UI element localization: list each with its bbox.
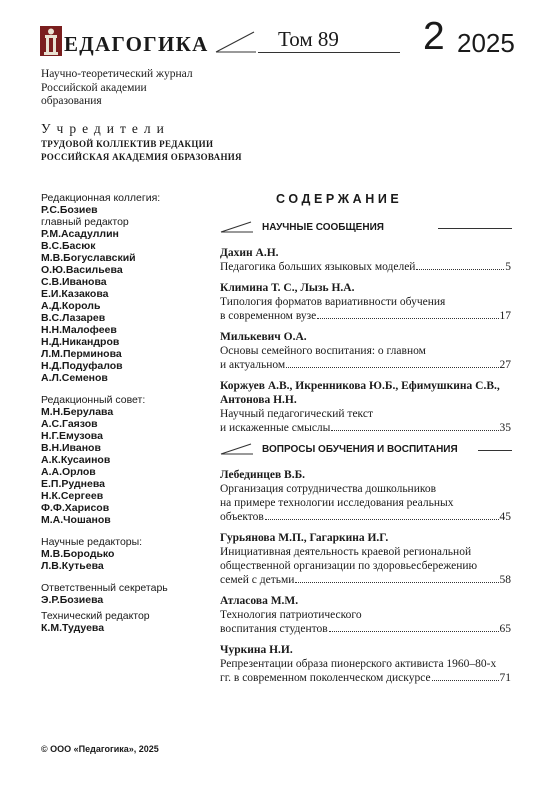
- toc-entry: [220, 246, 511, 274]
- editor-name: Н.Н.Малофеев: [41, 324, 117, 336]
- founder-item: РОССИЙСКАЯ АКАДЕМИЯ ОБРАЗОВАНИЯ: [41, 152, 242, 162]
- entry-page-number: 71: [499, 672, 511, 684]
- editor-name: В.С.Лазарев: [41, 312, 106, 324]
- issue-number: 2: [423, 15, 445, 58]
- entry-authors: Климина Т. С., Лызь Н.А.: [220, 282, 355, 294]
- entry-title-line: общественной организации по здоровьесбережению: [220, 560, 478, 572]
- toc-section-header: [220, 220, 512, 236]
- editor-name: А.А.Орлов: [41, 466, 96, 478]
- tech-label: Технический редактор: [41, 610, 150, 622]
- editor-name: Н.К.Сергеев: [41, 490, 104, 502]
- journal-name: ЕДАГОГИКА: [64, 32, 209, 56]
- editor-name: О.Ю.Васильева: [41, 264, 123, 276]
- entry-title-line: Основы семейного воспитания: о главном: [220, 345, 426, 357]
- copyright-notice: © ООО «Педагогика», 2025: [41, 744, 159, 754]
- entry-title-line: Организация сотрудничества дошкольников: [220, 483, 437, 495]
- entry-authors: Антонова Н.Н.: [220, 394, 297, 406]
- entry-authors: Атласова М.М.: [220, 595, 299, 607]
- editor-name: А.Л.Семенов: [41, 372, 108, 384]
- editorial-council: [41, 394, 211, 526]
- toc-section-title: НАУЧНЫЕ СООБЩЕНИЯ: [262, 222, 390, 233]
- toc-entry: [220, 468, 511, 524]
- editor-name: Е.П.Руднева: [41, 478, 105, 490]
- entry-page-number: 17: [499, 310, 511, 322]
- entry-authors: Чуркина Н.И.: [220, 644, 293, 656]
- editor-name: Ф.Ф.Харисов: [41, 502, 110, 514]
- tagline-line: образования: [41, 95, 102, 107]
- dot-leader: [317, 318, 498, 319]
- dot-leader: [416, 269, 504, 270]
- secretary-label: Ответственный секретарь: [41, 582, 168, 594]
- editorial-board: [41, 192, 211, 384]
- board-label: Редакционная коллегия:: [41, 192, 161, 204]
- science-editors: [41, 536, 211, 572]
- volume-rule: [258, 52, 400, 53]
- entry-title-line: Репрезентации образа пионерского активиста 1960–80-х: [220, 658, 497, 670]
- entry-title-last-line: [220, 573, 511, 587]
- tech-name: К.М.Тудуева: [41, 622, 105, 634]
- entry-title-last-line: [220, 309, 511, 323]
- founder-item: ТРУДОВОЙ КОЛЛЕКТИВ РЕДАКЦИИ: [41, 139, 214, 149]
- entry-title-line: и актуальном: [220, 359, 286, 371]
- founders-heading: Учредители: [41, 121, 170, 136]
- editor-name: Л.М.Перминова: [41, 348, 122, 360]
- toc-entry: [220, 379, 511, 435]
- tagline-line: Научно-теоретический журнал: [41, 68, 193, 80]
- section-rule: [438, 228, 512, 229]
- volume-number: Том 89: [278, 27, 339, 51]
- science-label: Научные редакторы:: [41, 536, 143, 548]
- entry-title-line: Технология патриотического: [220, 609, 362, 621]
- entry-title-line: семей с детьми: [220, 574, 295, 586]
- entry-page-number: 58: [499, 574, 511, 586]
- editor-name: М.В.Богуславский: [41, 252, 136, 264]
- entry-title-last-line: [220, 510, 511, 524]
- entry-authors: Милькевич О.А.: [220, 331, 307, 343]
- dot-leader: [331, 430, 498, 431]
- dot-leader: [432, 680, 499, 681]
- editor-name: Н.Д.Подуфалов: [41, 360, 123, 372]
- entry-title-line: на примере технологии исследования реальных: [220, 497, 454, 509]
- dot-leader: [329, 631, 499, 632]
- secretary-name: Э.Р.Бозиева: [41, 594, 104, 606]
- editor-name: М.А.Чошанов: [41, 514, 111, 526]
- entry-authors: Гурьянова М.П., Гагаркина И.Г.: [220, 532, 389, 544]
- editor-name: М.Н.Берулава: [41, 406, 114, 418]
- entry-title-line: воспитания студентов: [220, 623, 328, 635]
- science-list: [41, 548, 211, 572]
- entry-title-line: Научный педагогический текст: [220, 408, 373, 420]
- journal-logo-icon: [40, 26, 62, 56]
- section-slash-icon: [220, 442, 254, 456]
- toc-entry: [220, 531, 511, 587]
- entry-title-line: и искаженные смыслы: [220, 422, 331, 434]
- editor-name: В.С.Басюк: [41, 240, 96, 252]
- toc-title: СОДЕРЖАНИЕ: [276, 192, 403, 206]
- entry-title-last-line: [220, 421, 511, 435]
- toc-entry: [220, 594, 511, 636]
- dot-leader: [286, 367, 498, 368]
- entry-title-last-line: [220, 622, 511, 636]
- editor-name: А.К.Кусаинов: [41, 454, 111, 466]
- tagline-line: Российской академии: [41, 81, 147, 94]
- council-list: [41, 406, 211, 526]
- entry-title-line: Инициативная деятельность краевой региональной: [220, 546, 472, 558]
- decorative-slash-icon: [214, 28, 258, 54]
- executive-secretary: [41, 582, 211, 606]
- editor-name: С.В.Иванова: [41, 276, 107, 288]
- editor-name: В.Н.Иванов: [41, 442, 101, 454]
- toc-entry: [220, 330, 511, 372]
- chief-editor-label: главный редактор: [41, 216, 129, 228]
- entry-page-number: 5: [505, 261, 511, 273]
- entry-title-line: гг. в современном поколенческом дискурсе: [220, 672, 431, 684]
- editor-name: Л.В.Кутьева: [41, 560, 104, 572]
- entry-title-last-line: [220, 671, 511, 685]
- editorial-column: [41, 192, 211, 634]
- dot-leader: [265, 519, 499, 520]
- section-rule: [478, 450, 512, 451]
- editor-name: М.В.Бородько: [41, 548, 115, 560]
- editor-name: Н.Д.Никандров: [41, 336, 120, 348]
- entry-title-line: объектов: [220, 511, 264, 523]
- editor-name: А.С.Гаязов: [41, 418, 98, 430]
- entry-page-number: 35: [499, 422, 511, 434]
- entry-page-number: 45: [499, 511, 511, 523]
- council-label: Редакционный совет:: [41, 394, 146, 406]
- entry-title-last-line: [220, 260, 511, 274]
- entry-title-last-line: [220, 358, 511, 372]
- toc-section-title: ВОПРОСЫ ОБУЧЕНИЯ И ВОСПИТАНИЯ: [262, 444, 464, 455]
- journal-tagline: [41, 68, 221, 109]
- toc-entry: [220, 281, 511, 323]
- toc-entry: [220, 643, 511, 685]
- toc-section-header: [220, 442, 512, 458]
- editor-name: Е.И.Казакова: [41, 288, 109, 300]
- entry-authors: Лебединцев В.Б.: [220, 469, 306, 481]
- editor-name: А.Д.Король: [41, 300, 101, 312]
- entry-page-number: 65: [499, 623, 511, 635]
- chief-editor-name: Р.С.Бозиев: [41, 204, 98, 216]
- dot-leader: [295, 582, 498, 583]
- entry-title-line: в современном вузе: [220, 310, 317, 322]
- issue-year: 2025: [457, 28, 515, 58]
- section-slash-icon: [220, 220, 254, 234]
- entry-authors: Дахин А.Н.: [220, 247, 279, 259]
- entry-page-number: 27: [499, 359, 511, 371]
- entry-title-line: Типология форматов вариативности обучения: [220, 296, 446, 308]
- entry-authors: Коржуев А.В., Икренникова Ю.Б., Ефимушкина С.В.,: [220, 380, 500, 392]
- board-list: [41, 228, 211, 384]
- entry-title-line: Педагогика больших языковых моделей: [220, 261, 416, 273]
- editor-name: Н.Г.Емузова: [41, 430, 103, 442]
- technical-editor: [41, 610, 211, 634]
- editor-name: Р.М.Асадуллин: [41, 228, 119, 240]
